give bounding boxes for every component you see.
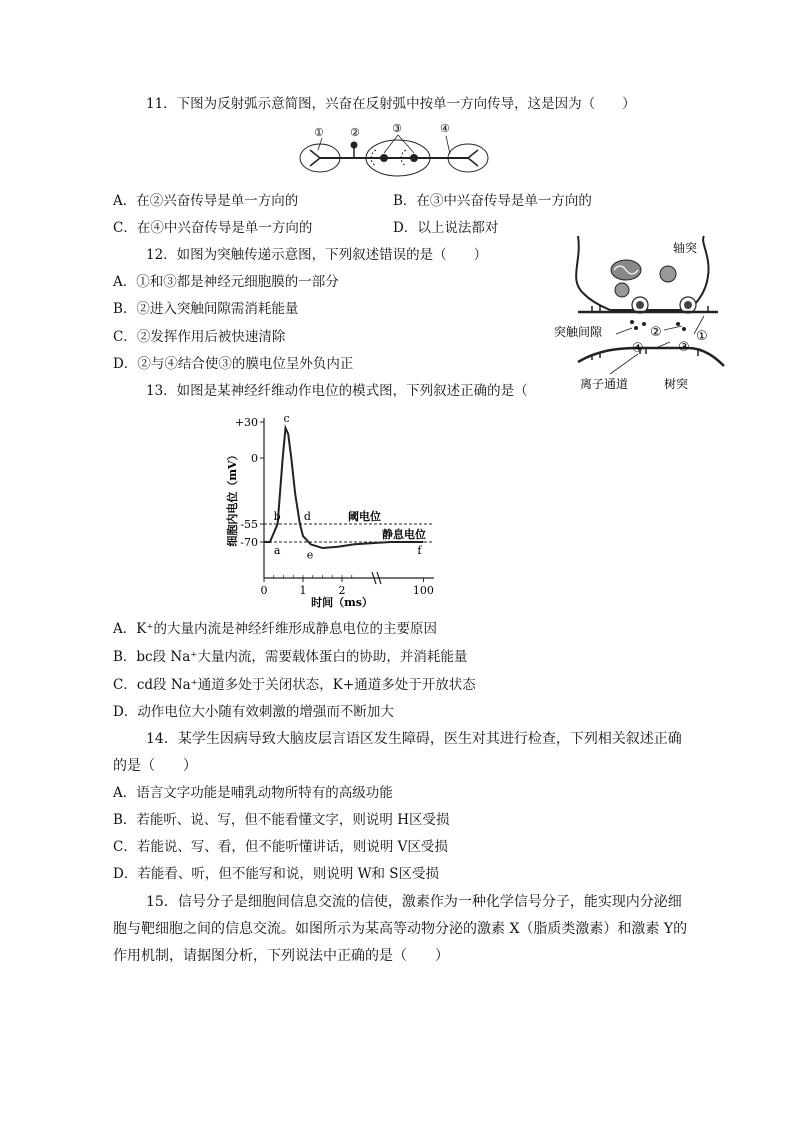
q12-stem: 12．如图为突触传递示意图，下列叙述错误的是（ ）	[146, 247, 488, 263]
chart-axes	[225, 416, 434, 609]
q11-option-a: A．在②兴奋传导是单一方向的	[113, 193, 299, 209]
synapse-label-4: ④	[632, 341, 644, 356]
q14-stem-line2: 的是（ ）	[113, 758, 197, 774]
synapse-label-1: ①	[696, 329, 708, 344]
synapse-figure	[548, 232, 726, 404]
point-label-b: b	[273, 510, 281, 523]
y-tick-label: +30	[234, 416, 258, 429]
action-potential-chart	[222, 406, 454, 612]
q13-option-b: B．bc段 Na⁺大量内流，需要载体蛋白的协助，并消耗能量	[113, 649, 468, 665]
y-tick-label: -70	[240, 536, 258, 549]
q11-option-c: C．在④中兴奋传导是单一方向的	[113, 220, 313, 236]
reflex-label-1: ①	[314, 126, 324, 139]
resting-label: 静息电位	[382, 528, 426, 541]
x-tick-label: 100	[412, 584, 434, 597]
synapse-ion-channel-label: 离子通道	[580, 377, 629, 391]
x-tick-label: 1	[299, 584, 307, 597]
q14-option-b: B．若能听、说、写，但不能看懂文字，则说明 H区受损	[113, 812, 450, 828]
y-tick-label: 0	[251, 452, 258, 465]
q15-line1: 15．信号分子是细胞间信息交流的信使，激素作为一种化学信号分子，能实现内分泌细	[146, 894, 682, 910]
x-tick-label: 2	[338, 584, 346, 597]
reflex-label-4: ④	[440, 122, 450, 135]
reflex-arc-figure	[298, 118, 498, 184]
q13-option-c: C．cd段 Na⁺通道多处于关闭状态，K+通道多处于开放状态	[113, 677, 476, 693]
q12-option-c: C．②发挥作用后被快速清除	[113, 329, 286, 345]
reflex-label-2: ②	[350, 126, 360, 139]
q14-stem-line1: 14．某学生因病导致大脑皮层言语区发生障碍，医生对其进行检查，下列相关叙述正确	[146, 731, 682, 747]
q12-option-a: A．①和③都是神经元细胞膜的一部分	[113, 274, 339, 290]
synapse-label-2: ②	[650, 325, 662, 340]
point-label-d: d	[303, 510, 311, 523]
q11-option-b: B．在③中兴奋传导是单一方向的	[393, 193, 592, 209]
x-axis-title: 时间（ms）	[311, 596, 373, 609]
q13-stem: 13．如图是某神经纤维动作电位的模式图，下列叙述正确的是（	[146, 383, 528, 399]
point-label-a: a	[273, 544, 281, 557]
q13-option-d: D．动作电位大小随有效刺激的增强而不断加大	[113, 704, 394, 720]
synapse-dendrite-label: 树突	[664, 377, 689, 391]
q12-option-d: D．②与④结合使③的膜电位呈外负内正	[113, 356, 354, 372]
q14-option-a: A．语言文字功能是哺乳动物所特有的高级功能	[113, 785, 393, 801]
synapse-cleft-label: 突触间隙	[554, 325, 603, 339]
point-label-f: f	[417, 544, 422, 557]
x-tick-label: 0	[260, 584, 268, 597]
q13-option-a: A．K⁺的大量内流是神经纤维形成静息电位的主要原因	[113, 621, 437, 637]
q14-option-d: D．若能看、听，但不能写和说，则说明 W和 S区受损	[113, 866, 440, 882]
q15-line3: 作用机制，请据图分析，下列说法中正确的是（ ）	[113, 948, 449, 964]
synapse-label-3: ③	[678, 340, 690, 355]
q14-option-c: C．若能说、写、看，但不能听懂讲话，则说明 V区受损	[113, 839, 448, 855]
q11-option-d: D．以上说法都对	[393, 220, 499, 236]
threshold-label: 阈电位	[348, 510, 381, 523]
synapse-axon-label: 轴突	[673, 241, 698, 255]
chart-labels	[274, 412, 426, 561]
reflex-label-3: ③	[392, 122, 402, 135]
point-label-c: c	[283, 412, 290, 425]
q12-option-b: B．②进入突触间隙需消耗能量	[113, 301, 299, 317]
q15-line2: 胞与靶细胞之间的信息交流。如图所示为某高等动物分泌的激素 X（脂质类激素）和激素 Y的	[113, 921, 688, 937]
y-tick-label: -55	[240, 518, 258, 531]
q11-stem: 11．下图为反射弧示意简图，兴奋在反射弧中按单一方向传导，这是因为（ ）	[146, 96, 636, 112]
y-axis-title: 细胞内电位（mV）	[226, 449, 239, 547]
point-label-e: e	[306, 548, 314, 562]
